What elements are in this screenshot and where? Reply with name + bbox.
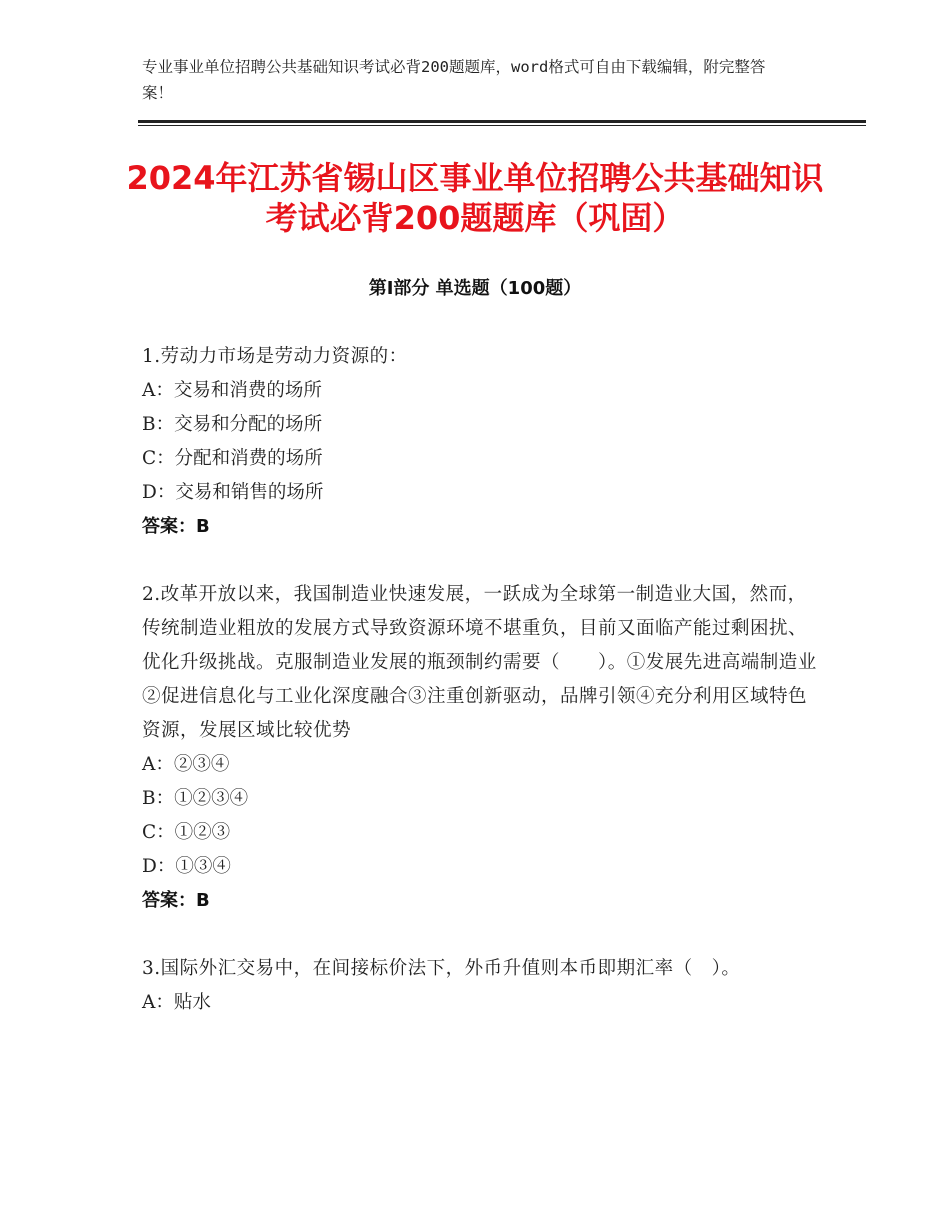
question-stem: 2.改革开放以来，我国制造业快速发展，一跃成为全球第一制造业大国，然而，传统制造业粗放的发展方式导致资源环境不堪重负，目前又面临产能过剩困扰、优化升级挑战。克服制造业发展的瓶颈制约需要（ ）。①发展先进高端制造业②促进信息化与工业化深度融合③注重创新驱动，品牌引领④充分利用区域特色资源，发展区域比较优势 xyxy=(142,584,817,741)
option-a: A：②③④ xyxy=(142,754,230,775)
option-a: A：贴水 xyxy=(142,992,211,1013)
answer-line: 答案：B xyxy=(142,890,210,911)
question-3 xyxy=(142,952,822,1020)
question-1 xyxy=(142,340,822,544)
header-rule-thin xyxy=(138,125,866,126)
option-d: D：①③④ xyxy=(142,856,231,877)
question-stem: 3.国际外汇交易中，在间接标价法下，外币升值则本币即期汇率（ ）。 xyxy=(142,958,741,979)
answer-line: 答案：B xyxy=(142,516,210,537)
header-rule xyxy=(138,120,866,123)
question-2 xyxy=(142,578,822,918)
question-stem: 1.劳动力市场是劳动力资源的： xyxy=(142,346,408,367)
header-note: 专业事业单位招聘公共基础知识考试必背200题题库，word格式可自由下载编辑，附完整答案！ xyxy=(142,58,766,102)
option-d: D：交易和销售的场所 xyxy=(142,482,324,503)
section-heading: 第Ⅰ部分 单选题（100题） xyxy=(368,278,582,299)
question-list xyxy=(142,340,822,1054)
document-title: 2024年江苏省锡山区事业单位招聘公共基础知识考试必背200题题库（巩固） xyxy=(126,159,824,237)
option-b: B：交易和分配的场所 xyxy=(142,414,323,435)
option-b: B：①②③④ xyxy=(142,788,249,809)
option-c: C：①②③ xyxy=(142,822,231,843)
option-c: C：分配和消费的场所 xyxy=(142,448,323,469)
option-a: A：交易和消费的场所 xyxy=(142,380,322,401)
